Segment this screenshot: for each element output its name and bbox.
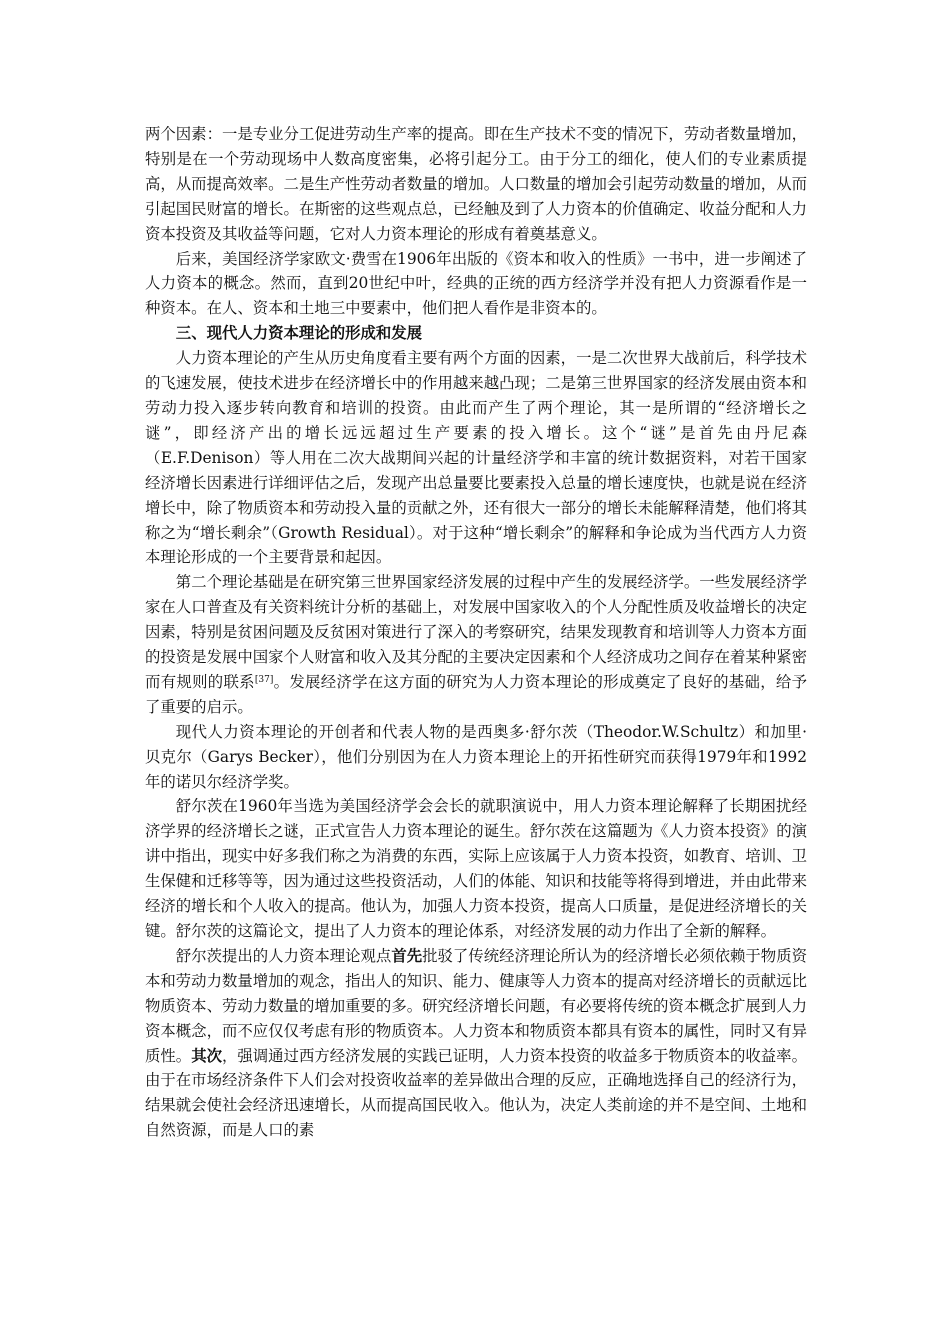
paragraph-3: 人力资本理论的产生从历史角度看主要有两个方面的因素，一是二次世界大战前后，科学技术的飞速发展，使技术进步在经济增长中的作用越来越凸现；二是第三世界国家的经济发展由资本和劳动力投入逐步转向教育和培训的投资。由此而产生了两个理论，其一是所谓的“经济增长之谜”，即经济产出的增长远远超过生产要素的投入增长。这个“谜”是首先由丹尼森（E.F.Denison）等人用在二次大战期间兴起的计量经济学和丰富的统计数据资料，对若干国家经济增长因素进行详细评估之后，发现产出总量要比要素投入总量的增长速度快，也就是说在经济增长中，除了物质资本和劳动投入量的贡献之外，还有很大一部分的增长未能解释清楚，他们将其称之为“增长剩余”（Growth Residual）。对于这种“增长剩余”的解释和争论成为当代西方人力资本理论形成的一个主要背景和起因。	[145, 349, 807, 567]
paragraph-4	[145, 570, 807, 719]
paragraph-7	[145, 944, 807, 1143]
section-heading: 三、现代人力资本理论的形成和发展	[175, 324, 423, 343]
paragraph-4-text-after: 。发展经济学在这方面的研究为人力资本理论的形成奠定了良好的基础，给予了重要的启示。	[145, 672, 807, 716]
paragraph-7-segment: 批驳了传统经济理论所认为的经济增长必须依赖于物质资本和劳动力数量增加的观念，指出人的知识、能力、健康等人力资本的提高对经济增长的贡献远比物质资本、劳动力数量的增加重要的多。研究经济增长问题，有必要将传统的资本概念扩展到人力资本概念，而不应仅仅考虑有形的物质资本。人力资本和物质资本都具有资本的属性，同时又有异质性。	[145, 946, 807, 1065]
emphasis-second: 其次	[191, 1046, 222, 1065]
paragraph-6: 舒尔茨在1960年当选为美国经济学会会长的就职演说中，用人力资本理论解释了长期困扰经济学界的经济增长之谜，正式宣告人力资本理论的诞生。舒尔茨在这篇题为《人力资本投资》的演讲中指出，现实中好多我们称之为消费的东西，实际上应该属于人力资本投资，如教育、培训、卫生保健和迁移等等，因为通过这些投资活动，人们的体能、知识和技能等将得到增进，并由此带来经济的增长和个人收入的提高。他认为，加强人力资本投资，提高人口质量，是促进经济增长的关键。舒尔茨的这篇论文，提出了人力资本的理论体系，对经济发展的动力作出了全新的解释。	[145, 797, 807, 940]
document-body	[145, 122, 807, 1143]
paragraph-1: 两个因素：一是专业分工促进劳动生产率的提高。即在生产技术不变的情况下，劳动者数量增加，特别是在一个劳动现场中人数高度密集，必将引起分工。由于分工的细化，使人们的专业素质提高，从而提高效率。二是生产性劳动者数量的增加。人口数量的增加会引起劳动数量的增加，从而引起国民财富的增长。在斯密的这些观点总，已经触及到了人力资本的价值确定、收益分配和人力资本投资及其收益等问题，它对人力资本理论的形成有着奠基意义。	[145, 125, 807, 243]
paragraph-7-segment: ，强调通过西方经济发展的实践已证明，人力资本投资的收益多于物质资本的收益率。由于在市场经济条件下人们会对投资收益率的差异做出合理的反应，正确地选择自己的经济行为，结果就会使社会经济迅速增长，从而提高国民收入。他认为，决定人类前途的并不是空间、土地和自然资源，而是人口的素	[145, 1046, 807, 1140]
paragraph-7-segment: 舒尔茨提出的人力资本理论观点	[175, 946, 392, 965]
citation-marker: [37]	[254, 674, 274, 685]
paragraph-2: 后来，美国经济学家欧文·费雪在1906年出版的《资本和收入的性质》一书中，进一步阐述了人力资本的概念。然而，直到20世纪中叶，经典的正统的西方经济学并没有把人力资源看作是一种资本。在人、资本和土地三中要素中，他们把人看作是非资本的。	[145, 249, 807, 318]
paragraph-4-text: 第二个理论基础是在研究第三世界国家经济发展的过程中产生的发展经济学。一些发展经济学家在人口普查及有关资料统计分析的基础上，对发展中国家收入的个人分配性质及收益增长的决定因素，特别是贫困问题及反贫困对策进行了深入的考察研究，结果发现教育和培训等人力资本方面的投资是发展中国家个人财富和收入及其分配的主要决定因素和个人经济成功之间存在着某种紧密而有规则的联系	[145, 573, 807, 691]
emphasis-first: 首先	[391, 946, 423, 965]
paragraph-5: 现代人力资本理论的开创者和代表人物的是西奥多·舒尔茨（Theodor.W.Schultz）和加里·贝克尔（Garys Becker），他们分别因为在人力资本理论上的开拓性研究而获得1979年和1992年的诺贝尔经济学奖。	[145, 722, 807, 791]
